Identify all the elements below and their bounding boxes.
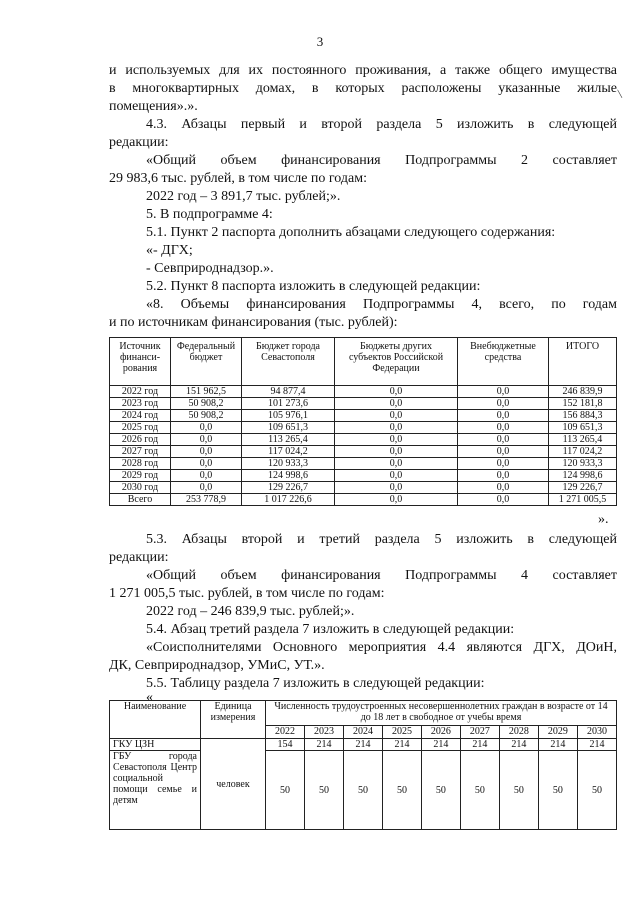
table-cell: 50 [343, 751, 382, 830]
unit-cell: человек [201, 739, 266, 830]
text-line: - Севприроднадзор.». [146, 261, 274, 276]
table-row [110, 386, 617, 398]
table-cell: 50 [499, 751, 538, 830]
table-cell: 0,0 [171, 422, 242, 434]
text-line: ДК, Севприроднадзор, УМиС, УТ.». [109, 658, 325, 673]
table-header: Источник финанси-рования [110, 338, 171, 386]
table-header: Бюджет города Севастополя [242, 338, 335, 386]
table-cell: 156 884,3 [549, 410, 617, 422]
table-cell: 0,0 [458, 386, 549, 398]
year-header: 2023 [304, 726, 343, 739]
table-cell: 2027 год [110, 446, 171, 458]
table-cell: 0,0 [335, 410, 458, 422]
table-cell: 0,0 [171, 458, 242, 470]
table-cell: 0,0 [335, 386, 458, 398]
table-row [110, 446, 617, 458]
page-number: 3 [316, 34, 324, 49]
table-header: Внебюджетные средства [458, 338, 549, 386]
table-cell: 113 265,4 [549, 434, 617, 446]
table-cell: 246 839,9 [549, 386, 617, 398]
table-cell: 50 908,2 [171, 398, 242, 410]
year-header: 2024 [343, 726, 382, 739]
table-cell: 0,0 [335, 494, 458, 506]
year-header: 2022 [266, 726, 305, 739]
table-cell: 109 651,3 [549, 422, 617, 434]
table-cell: 0,0 [335, 434, 458, 446]
text-line: 5.4. Абзац третий раздела 7 изложить в следующей редакции: [146, 622, 515, 637]
table-cell: 214 [382, 739, 421, 751]
table-cell: 0,0 [458, 410, 549, 422]
table-cell: 50 [538, 751, 577, 830]
table-cell: 0,0 [335, 470, 458, 482]
table-cell: 2028 год [110, 458, 171, 470]
table-row [110, 751, 617, 830]
table-cell: 0,0 [335, 446, 458, 458]
table-row [110, 458, 617, 470]
year-header: 2029 [538, 726, 577, 739]
text-line: 5. В подпрограмме 4: [146, 207, 273, 222]
text-line: « [146, 690, 153, 705]
table-cell: 214 [499, 739, 538, 751]
table-row [110, 739, 617, 751]
table-cell: 2023 год [110, 398, 171, 410]
table-cell: 117 024,2 [242, 446, 335, 458]
text-line: 5.2. Пункт 8 паспорта изложить в следующей редакции: [146, 279, 481, 294]
year-header: 2026 [421, 726, 460, 739]
table-cell: 50 908,2 [171, 410, 242, 422]
table-cell: 50 [382, 751, 421, 830]
table-cell: 0,0 [458, 422, 549, 434]
table-row [110, 410, 617, 422]
table-cell: 214 [304, 739, 343, 751]
text-line: и используемых для их постоянного проживания, а также общего имущества [109, 63, 617, 78]
text-line: 1 271 005,5 тыс. рублей, в том числе по годам: [109, 586, 385, 601]
row-name: ГБУ города Севастополя Центр социальной помощи семье и детям [110, 751, 201, 830]
table-header: Федеральный бюджет [171, 338, 242, 386]
table-cell: 2024 год [110, 410, 171, 422]
text-line: 4.3. Абзацы первый и второй раздела 5 изложить в следующей [146, 117, 617, 132]
table-cell: 1 017 226,6 [242, 494, 335, 506]
table-header: Наименование [110, 701, 201, 739]
text-line: «Соисполнителями Основного мероприятия 4.4 являются ДГХ, ДОиН, [146, 640, 617, 655]
text-line: 5.1. Пункт 2 паспорта дополнить абзацами следующего содержания: [146, 225, 556, 240]
text-line: помещения».». [109, 99, 198, 114]
table-cell: 120 933,3 [549, 458, 617, 470]
table-header: ИТОГО [549, 338, 617, 386]
table-cell: 253 778,9 [171, 494, 242, 506]
table-cell: 0,0 [458, 470, 549, 482]
table-cell: 0,0 [335, 458, 458, 470]
table-cell: 101 273,6 [242, 398, 335, 410]
table-cell: 124 998,6 [549, 470, 617, 482]
table-cell: 0,0 [458, 398, 549, 410]
text-line: 29 983,6 тыс. рублей, в том числе по годам: [109, 171, 367, 186]
table-row [110, 434, 617, 446]
table-cell: 124 998,6 [242, 470, 335, 482]
table-cell: 214 [460, 739, 499, 751]
table-cell: 120 933,3 [242, 458, 335, 470]
closing-quote: ». [598, 512, 609, 527]
text-line: «Общий объем финансирования Подпрограммы 4 составляет [146, 568, 617, 583]
table-cell: 0,0 [458, 434, 549, 446]
table-cell: 154 [266, 739, 305, 751]
text-line: редакции: [109, 550, 169, 565]
table-cell: 2025 год [110, 422, 171, 434]
text-line: редакции: [109, 135, 169, 150]
text-line: «- ДГХ; [146, 243, 193, 258]
table-cell: 0,0 [458, 458, 549, 470]
employment-table [109, 700, 617, 830]
table-cell: 1 271 005,5 [549, 494, 617, 506]
table-cell: 129 226,7 [242, 482, 335, 494]
table-row [110, 482, 617, 494]
table-cell: 214 [538, 739, 577, 751]
financing-table [109, 337, 617, 506]
table-row [110, 494, 617, 506]
text-line: и по источникам финансирования (тыс. рублей): [109, 315, 398, 330]
table-cell: 0,0 [335, 422, 458, 434]
table-cell: 151 962,5 [171, 386, 242, 398]
table-cell: 50 [266, 751, 305, 830]
text-line: 5.5. Таблицу раздела 7 изложить в следующей редакции: [146, 676, 485, 691]
table-cell: 105 976,1 [242, 410, 335, 422]
table-cell: 0,0 [458, 446, 549, 458]
table-row [110, 398, 617, 410]
table-header: Единица измерения [201, 701, 266, 739]
table-cell: 2022 год [110, 386, 171, 398]
table-cell: 0,0 [335, 398, 458, 410]
year-header: 2028 [499, 726, 538, 739]
table-row [110, 470, 617, 482]
row-name: ГКУ ЦЗН [110, 739, 201, 751]
table-cell: 50 [577, 751, 616, 830]
table-cell: 214 [343, 739, 382, 751]
table-cell: 117 024,2 [549, 446, 617, 458]
table-cell: 129 226,7 [549, 482, 617, 494]
table-cell: 214 [577, 739, 616, 751]
text-line: «8. Объемы финансирования Подпрограммы 4, всего, по годам [146, 297, 617, 312]
table-cell: 0,0 [171, 446, 242, 458]
table-cell: 152 181,8 [549, 398, 617, 410]
table-cell: 2029 год [110, 470, 171, 482]
text-line: 2022 год – 246 839,9 тыс. рублей;». [146, 604, 355, 619]
text-line: «Общий объем финансирования Подпрограммы 2 составляет [146, 153, 617, 168]
text-line: в многоквартирных домах, в которых расположены указанные жилые [109, 81, 617, 96]
table-cell: 109 651,3 [242, 422, 335, 434]
table-cell: Всего [110, 494, 171, 506]
year-header: 2025 [382, 726, 421, 739]
year-header: 2027 [460, 726, 499, 739]
table-header: Бюджеты других субъектов Российской Федерации [335, 338, 458, 386]
table-cell: 0,0 [458, 482, 549, 494]
table-cell: 0,0 [171, 482, 242, 494]
text-line: 5.3. Абзацы второй и третий раздела 5 изложить в следующей [146, 532, 617, 547]
table-cell: 94 877,4 [242, 386, 335, 398]
table-cell: 50 [421, 751, 460, 830]
table-cell: 0,0 [335, 482, 458, 494]
text-line: 2022 год – 3 891,7 тыс. рублей;». [146, 189, 341, 204]
table-cell: 214 [421, 739, 460, 751]
table-cell: 2026 год [110, 434, 171, 446]
table-cell: 0,0 [171, 434, 242, 446]
table-header: Численность трудоустроенных несовершеннолетних граждан в возрасте от 14 до 18 лет в свободное от учебы время [266, 701, 617, 726]
table-cell: 50 [460, 751, 499, 830]
margin-mark: \ [616, 85, 623, 102]
table-cell: 2030 год [110, 482, 171, 494]
year-header: 2030 [577, 726, 616, 739]
table-cell: 0,0 [171, 470, 242, 482]
table-cell: 50 [304, 751, 343, 830]
table-row [110, 422, 617, 434]
table-cell: 0,0 [458, 494, 549, 506]
table-cell: 113 265,4 [242, 434, 335, 446]
